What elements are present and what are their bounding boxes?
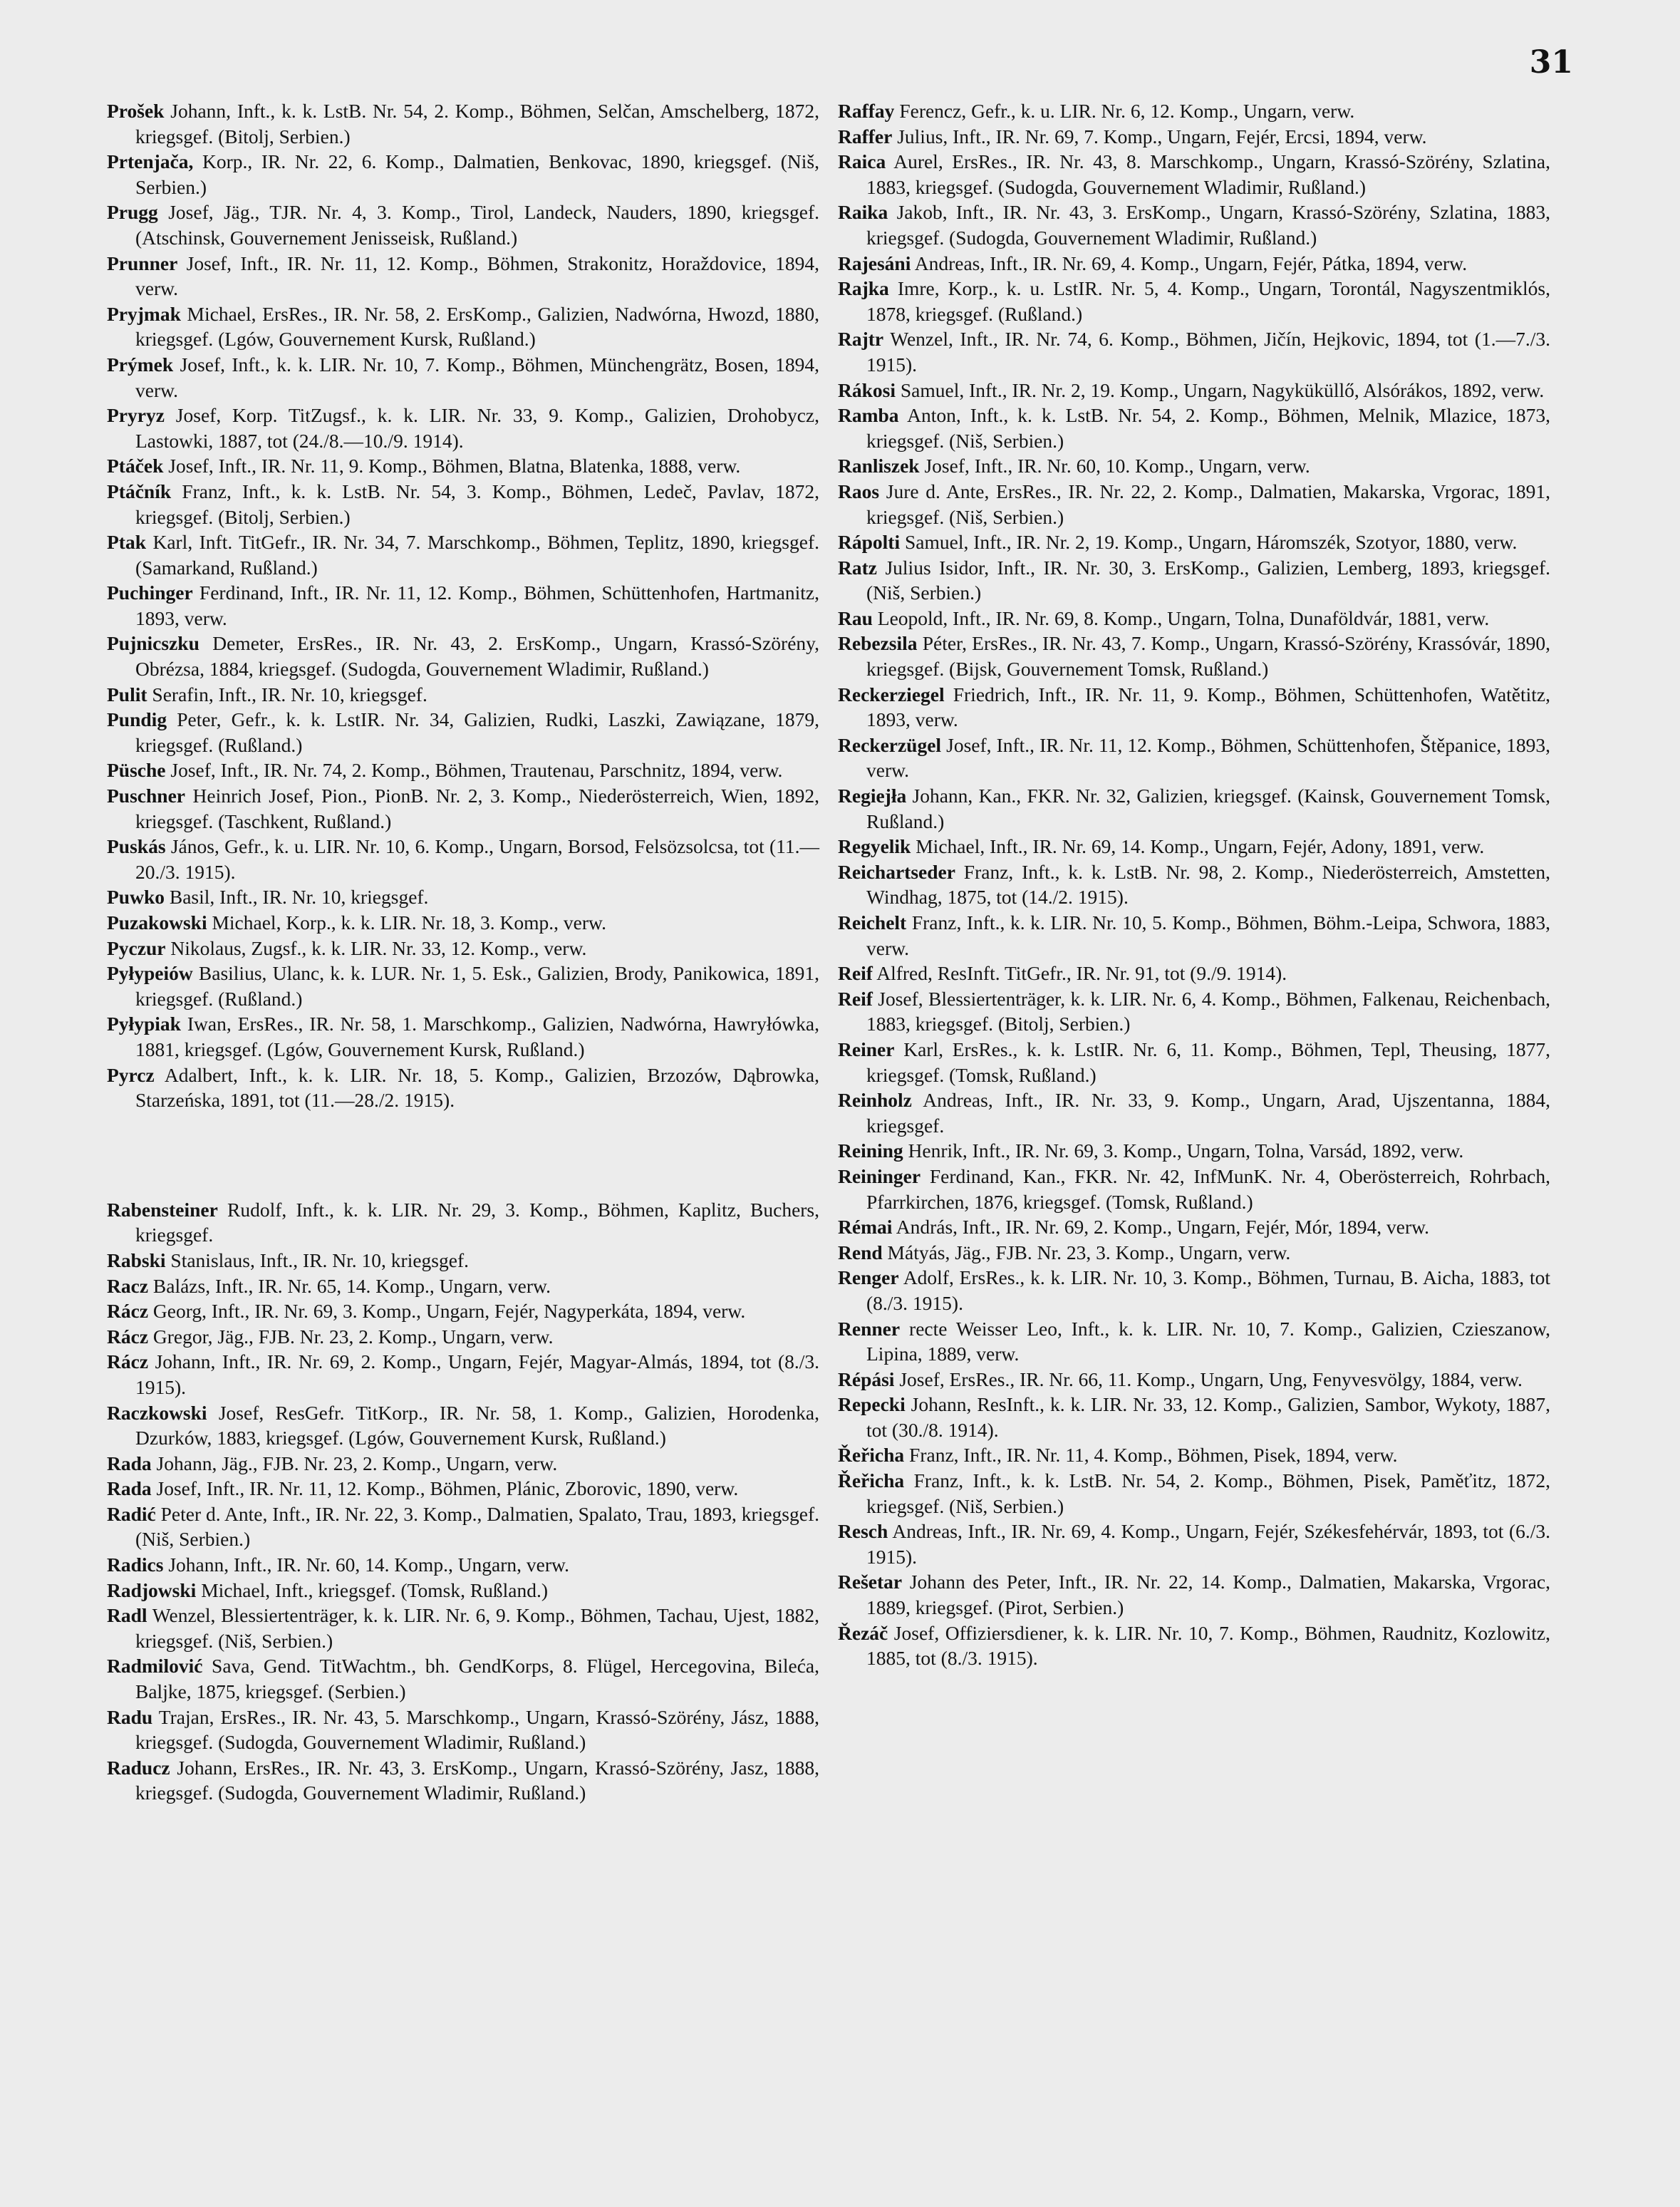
register-entry bbox=[838, 1442, 1550, 1468]
entry-surname: Rešetar bbox=[838, 1571, 903, 1593]
entry-details: Johann, ErsRes., IR. Nr. 43, 3. ErsKomp., Ungarn, Krassó-Szörény, Jasz, 1888, kriegsgef. (Sudogda, Gouvernement Wladimir, Rußland.) bbox=[135, 1756, 820, 1804]
entry-surname: Rácz bbox=[107, 1350, 149, 1373]
entry-details: Johann, Inft., IR. Nr. 60, 14. Komp., Ungarn, verw. bbox=[168, 1554, 569, 1576]
register-entry bbox=[838, 200, 1550, 250]
register-entry bbox=[838, 986, 1550, 1037]
entry-details: Samuel, Inft., IR. Nr. 2, 19. Komp., Ungarn, Nagyküküllő, Alsórákos, 1892, verw. bbox=[900, 378, 1545, 401]
entry-surname: Puschner bbox=[107, 785, 185, 807]
entry-surname: Raos bbox=[838, 480, 880, 502]
entry-details: Josef, Inft., IR. Nr. 11, 9. Komp., Böhmen, Blatna, Blatenka, 1888, verw. bbox=[168, 455, 741, 477]
entry-details: Karl, ErsRes., k. k. LstIR. Nr. 6, 11. Komp., Böhmen, Tepl, Theusing, 1877, kriegsgef. (Tomsk, Rußland.) bbox=[866, 1038, 1551, 1086]
entry-details: Josef, Inft., IR. Nr. 60, 10. Komp., Ungarn, verw. bbox=[924, 455, 1310, 477]
register-entry bbox=[107, 1755, 819, 1806]
right-column bbox=[838, 98, 1550, 1671]
entry-details: Sava, Gend. TitWachtm., bh. GendKorps, 8. Flügel, Hercegovina, Bileća, Baljke, 1875, kriegsgef. (Serbien.) bbox=[135, 1655, 819, 1703]
entry-details: Adolf, ErsRes., k. k. LIR. Nr. 10, 3. Komp., Böhmen, Turnau, B. Aicha, 1883, tot (8./3. 1915). bbox=[866, 1266, 1550, 1314]
entry-details: Julius, Inft., IR. Nr. 69, 7. Komp., Ungarn, Fejér, Ercsi, 1894, verw. bbox=[897, 125, 1427, 148]
register-entry bbox=[838, 1468, 1550, 1519]
entry-details: Balázs, Inft., IR. Nr. 65, 14. Komp., Ungarn, verw. bbox=[152, 1274, 551, 1297]
page-number: 31 bbox=[1529, 44, 1573, 81]
register-entry bbox=[838, 479, 1550, 529]
register-entry bbox=[107, 884, 819, 910]
entry-surname: Pryjmak bbox=[107, 302, 181, 325]
entry-details: Franz, Inft., k. k. LstB. Nr. 98, 2. Komp., Niederösterreich, Amstetten, Windhag, 1875, tot (14./2. 1915). bbox=[866, 860, 1551, 909]
entry-details: Mátyás, Jäg., FJB. Nr. 23, 3. Komp., Ungarn, verw. bbox=[887, 1241, 1291, 1263]
register-entry bbox=[107, 301, 819, 352]
entry-details: Rudolf, Inft., k. k. LIR. Nr. 29, 3. Komp., Böhmen, Kaplitz, Buchers, kriegsgef. bbox=[135, 1198, 820, 1246]
register-entry bbox=[107, 1197, 819, 1248]
entry-surname: Ranliszek bbox=[838, 455, 920, 477]
entry-surname: Řeřicha bbox=[838, 1469, 905, 1492]
entry-surname: Regyelik bbox=[838, 835, 911, 858]
register-entry bbox=[107, 453, 819, 479]
entry-details: Franz, Inft., k. k. LstB. Nr. 54, 2. Komp., Böhmen, Pisek, Paměťitz, 1872, kriegsgef. (Niš, Serbien.) bbox=[866, 1469, 1551, 1517]
register-entry bbox=[107, 1273, 819, 1299]
register-entry bbox=[107, 1298, 819, 1324]
entry-details: Josef, Blessiertenträger, k. k. LIR. Nr. 6, 4. Komp., Böhmen, Falkenau, Reichenbach, 1883, kriegsgef. (Bitolj, Serbien.) bbox=[866, 987, 1550, 1035]
entry-surname: Puchinger bbox=[107, 582, 193, 604]
register-entry bbox=[107, 1578, 819, 1603]
entry-details: Georg, Inft., IR. Nr. 69, 3. Komp., Ungarn, Fejér, Nagyperkáta, 1894, verw. bbox=[152, 1300, 746, 1323]
left-column bbox=[107, 98, 819, 1806]
entry-details: Josef, Inft., IR. Nr. 74, 2. Komp., Böhmen, Trautenau, Parschnitz, 1894, verw. bbox=[170, 759, 783, 782]
entry-details: Serafin, Inft., IR. Nr. 10, kriegsgef. bbox=[152, 683, 427, 705]
entry-surname: Ptáček bbox=[107, 455, 164, 477]
entry-surname: Prugg bbox=[107, 201, 158, 224]
entry-surname: Racz bbox=[107, 1274, 149, 1297]
register-entry bbox=[838, 124, 1550, 150]
register-entry bbox=[838, 606, 1550, 631]
entry-details: Andreas, Inft., IR. Nr. 69, 4. Komp., Ungarn, Fejér, Székesfehérvár, 1893, tot (6./3. 1915). bbox=[866, 1520, 1550, 1568]
register-entry bbox=[107, 631, 819, 681]
entry-details: Michael, Inft., kriegsgef. (Tomsk, Rußland.) bbox=[201, 1578, 549, 1601]
register-entry bbox=[107, 403, 819, 453]
entry-details: Josef, Inft., IR. Nr. 11, 12. Komp., Böhmen, Schüttenhofen, Štěpanice, 1893, verw. bbox=[866, 733, 1551, 782]
register-entry bbox=[838, 1164, 1550, 1214]
section-gap bbox=[107, 1113, 819, 1197]
entry-details: Michael, Korp., k. k. LIR. Nr. 18, 3. Komp., verw. bbox=[212, 911, 606, 934]
register-entry bbox=[107, 682, 819, 708]
entry-surname: Rau bbox=[838, 606, 873, 629]
entry-surname: Raika bbox=[838, 201, 888, 224]
entry-details: Ferdinand, Kan., FKR. Nr. 42, InfMunK. Nr. 4, Oberösterreich, Rohrbach, Pfarrkirchen, 1876, kriegsgef. (Tomsk, Rußland.) bbox=[866, 1164, 1550, 1213]
entry-details: Julius Isidor, Inft., IR. Nr. 30, 3. ErsKomp., Galizien, Lemberg, 1893, kriegsgef. (Niš, Serbien.) bbox=[866, 556, 1550, 604]
register-entry bbox=[838, 1316, 1550, 1367]
entry-surname: Pulit bbox=[107, 683, 147, 705]
entry-surname: Reichelt bbox=[838, 911, 907, 934]
entry-surname: Pyłypiak bbox=[107, 1013, 181, 1035]
entry-details: Johann, Inft., IR. Nr. 69, 2. Komp., Ungarn, Fejér, Magyar-Almás, 1894, tot (8./3. 1915). bbox=[135, 1350, 819, 1398]
entry-surname: Reckerziegel bbox=[838, 683, 945, 705]
entry-details: Franz, Inft., k. k. LIR. Nr. 10, 5. Komp., Böhmen, Böhm.-Leipa, Schwora, 1883, verw. bbox=[866, 911, 1551, 959]
entry-details: Peter, Gefr., k. k. LstIR. Nr. 34, Galizien, Rudki, Laszki, Zawiązane, 1879, kriegsgef. (Rußland.) bbox=[135, 708, 820, 756]
entry-details: Adalbert, Inft., k. k. LIR. Nr. 18, 5. Komp., Galizien, Brzozów, Dąbrowka, Starzeńska, 1891, tot (11.—28./2. 1915). bbox=[135, 1063, 819, 1112]
entry-details: Stanislaus, Inft., IR. Nr. 10, kriegsgef. bbox=[170, 1249, 469, 1271]
register-entry bbox=[838, 326, 1550, 377]
entry-details: Karl, Inft. TitGefr., IR. Nr. 34, 7. Marschkomp., Böhmen, Teplitz, 1890, kriegsgef. (Samarkand, Rußland.) bbox=[135, 531, 819, 579]
entry-surname: Puskás bbox=[107, 835, 166, 858]
entry-surname: Rákosi bbox=[838, 378, 896, 401]
entry-surname: Raczkowski bbox=[107, 1401, 207, 1424]
entry-details: Anton, Inft., k. k. LstB. Nr. 54, 2. Komp., Böhmen, Melnik, Mlazice, 1873, kriegsgef. (Niš, Serbien.) bbox=[866, 404, 1551, 452]
entry-surname: Pyrcz bbox=[107, 1063, 155, 1086]
register-entry bbox=[838, 1519, 1550, 1569]
entry-surname: Reif bbox=[838, 987, 873, 1010]
entry-surname: Radu bbox=[107, 1705, 153, 1728]
entry-details: Ferdinand, Inft., IR. Nr. 11, 12. Komp., Böhmen, Schüttenhofen, Hartmanitz, 1893, verw. bbox=[135, 582, 819, 629]
entry-surname: Rend bbox=[838, 1241, 883, 1263]
entry-surname: Rácz bbox=[107, 1325, 149, 1348]
entry-details: Nikolaus, Zugsf., k. k. LIR. Nr. 33, 12. Komp., verw. bbox=[170, 936, 587, 959]
entry-details: Peter d. Ante, Inft., IR. Nr. 22, 3. Komp., Dalmatien, Spalato, Trau, 1893, kriegsgef. (Niš, Serbien.) bbox=[135, 1502, 819, 1551]
register-entry bbox=[107, 98, 819, 149]
register-entry bbox=[838, 1392, 1550, 1442]
entry-surname: Rebezsila bbox=[838, 632, 918, 655]
entry-surname: Renner bbox=[838, 1317, 901, 1340]
register-entry bbox=[838, 1367, 1550, 1392]
register-entry bbox=[838, 733, 1550, 783]
entry-surname: Renger bbox=[838, 1266, 899, 1289]
entry-surname: Rabski bbox=[107, 1249, 166, 1271]
entry-details: Josef, ErsRes., IR. Nr. 66, 11. Komp., Ungarn, Ung, Fenyvesvölgy, 1884, verw. bbox=[899, 1368, 1523, 1390]
entry-surname: Pyczur bbox=[107, 936, 166, 959]
entry-details: Samuel, Inft., IR. Nr. 2, 19. Komp., Ungarn, Háromszék, Szotyor, 1880, verw. bbox=[904, 531, 1518, 554]
entry-details: Josef, Inft., IR. Nr. 11, 12. Komp., Böhmen, Strakonitz, Horaždovice, 1894, verw. bbox=[135, 252, 819, 300]
entry-surname: Pryryz bbox=[107, 404, 165, 427]
register-entry bbox=[838, 1240, 1550, 1266]
register-entry bbox=[107, 1011, 819, 1062]
entry-details: Imre, Korp., k. u. LstIR. Nr. 5, 4. Komp., Ungarn, Torontál, Nagyszentmiklós, 1878, kriegsgef. (Rußland.) bbox=[866, 277, 1551, 325]
entry-details: Basil, Inft., IR. Nr. 10, kriegsgef. bbox=[169, 886, 429, 909]
entry-surname: Reichartseder bbox=[838, 860, 955, 883]
register-entry bbox=[107, 1063, 819, 1113]
entry-details: Heinrich Josef, Pion., PionB. Nr. 2, 3. Komp., Niederösterreich, Wien, 1892, kriegsgef. (Taschkent, Rußland.) bbox=[135, 785, 819, 832]
entry-details: recte Weisser Leo, Inft., k. k. LIR. Nr. 10, 7. Komp., Galizien, Czieszanow, Lipina, 1889, verw. bbox=[866, 1317, 1551, 1365]
entry-surname: Raffay bbox=[838, 100, 895, 122]
entry-surname: Raducz bbox=[107, 1756, 170, 1779]
entry-details: Franz, Inft., IR. Nr. 11, 4. Komp., Böhmen, Pisek, 1894, verw. bbox=[909, 1444, 1398, 1467]
entry-details: Demeter, ErsRes., IR. Nr. 43, 2. ErsKomp., Ungarn, Krassó-Szörény, Obrézsa, 1884, kriegsgef. (Sudogda, Gouvernement Wladimir, Rußland.) bbox=[135, 632, 820, 681]
entry-details: Henrik, Inft., IR. Nr. 69, 3. Komp., Ungarn, Tolna, Varsád, 1892, verw. bbox=[908, 1139, 1464, 1162]
entry-surname: Puwko bbox=[107, 886, 165, 909]
entry-details: Josef, Inft., k. k. LIR. Nr. 10, 7. Komp., Böhmen, Münchengrätz, Bosen, 1894, verw. bbox=[135, 353, 819, 401]
entry-details: Wenzel, Inft., IR. Nr. 74, 6. Komp., Böhmen, Jičín, Hejkovic, 1894, tot (1.—7./3. 1915). bbox=[866, 328, 1550, 376]
register-entry bbox=[107, 1248, 819, 1273]
entry-details: Franz, Inft., k. k. LstB. Nr. 54, 3. Komp., Böhmen, Ledeč, Pavlav, 1872, kriegsgef. (Bitolj, Serbien.) bbox=[135, 480, 820, 528]
entry-surname: Radić bbox=[107, 1502, 156, 1525]
register-entry bbox=[838, 1265, 1550, 1316]
entry-details: Josef, Offiziersdiener, k. k. LIR. Nr. 10, 7. Komp., Böhmen, Raudnitz, Kozlowitz, 1885, tot (8./3. 1915). bbox=[866, 1621, 1550, 1670]
register-entry bbox=[838, 251, 1550, 276]
entry-surname: Reif bbox=[838, 962, 873, 985]
entry-surname: Repecki bbox=[838, 1393, 906, 1416]
register-entry bbox=[838, 859, 1550, 910]
register-entry bbox=[107, 1400, 819, 1451]
register-entry bbox=[107, 200, 819, 250]
register-entry bbox=[838, 378, 1550, 403]
entry-surname: Řeřicha bbox=[838, 1444, 905, 1467]
entry-details: Gregor, Jäg., FJB. Nr. 23, 2. Komp., Ungarn, verw. bbox=[152, 1325, 554, 1348]
entry-surname: Puzakowski bbox=[107, 911, 207, 934]
entry-surname: Resch bbox=[838, 1520, 888, 1543]
register-entry bbox=[107, 251, 819, 301]
entry-surname: Raica bbox=[838, 150, 886, 173]
entry-surname: Rajesáni bbox=[838, 252, 911, 274]
entry-details: Johann des Peter, Inft., IR. Nr. 22, 14. Komp., Dalmatien, Makarska, Vrgorac, 1889, kriegsgef. (Pirot, Serbien.) bbox=[866, 1571, 1550, 1619]
register-entry bbox=[838, 98, 1550, 124]
register-entry bbox=[838, 529, 1550, 555]
entry-surname: Reining bbox=[838, 1139, 903, 1162]
entry-surname: Prýmek bbox=[107, 353, 174, 376]
entry-surname: Reckerzügel bbox=[838, 733, 942, 756]
register-entry bbox=[838, 1569, 1550, 1620]
register-entry bbox=[838, 910, 1550, 961]
entry-details: Johann, Jäg., FJB. Nr. 23, 2. Komp., Ungarn, verw. bbox=[156, 1452, 558, 1474]
entry-surname: Pyłypeiów bbox=[107, 962, 193, 985]
entry-surname: Radl bbox=[107, 1604, 147, 1627]
entry-details: János, Gefr., k. u. LIR. Nr. 10, 6. Komp., Ungarn, Borsod, Felsözsolcsa, tot (11.—20./3. 1915). bbox=[135, 835, 820, 883]
register-entry bbox=[107, 1349, 819, 1400]
register-entry bbox=[107, 758, 819, 783]
register-entry bbox=[838, 1138, 1550, 1164]
register-entry bbox=[838, 682, 1550, 733]
entry-surname: Ptáčník bbox=[107, 480, 172, 502]
register-entry bbox=[838, 453, 1550, 479]
register-entry bbox=[838, 834, 1550, 859]
register-entry bbox=[107, 910, 819, 936]
register-entry bbox=[107, 529, 819, 580]
register-entry bbox=[838, 783, 1550, 834]
entry-surname: Reininger bbox=[838, 1164, 921, 1187]
entry-details: Johann, Kan., FKR. Nr. 32, Galizien, kriegsgef. (Kainsk, Gouvernement Tomsk, Rußland.) bbox=[866, 785, 1550, 832]
entry-surname: Ramba bbox=[838, 404, 899, 427]
entry-surname: Reinholz bbox=[838, 1089, 912, 1112]
entry-surname: Répási bbox=[838, 1368, 895, 1390]
register-entry bbox=[107, 1603, 819, 1653]
register-entry bbox=[107, 352, 819, 403]
entry-details: Korp., IR. Nr. 22, 6. Komp., Dalmatien, Benkovac, 1890, kriegsgef. (Niš, Serbien.) bbox=[135, 150, 819, 198]
entry-details: Péter, ErsRes., IR. Nr. 43, 7. Komp., Ungarn, Krassó-Szörény, Krassóvár, 1890, kriegsgef. (Bijsk, Gouvernement Tomsk, Rußland.) bbox=[866, 632, 1550, 681]
entry-surname: Radmilović bbox=[107, 1655, 203, 1678]
entry-surname: Prošek bbox=[107, 100, 165, 122]
entry-surname: Raffer bbox=[838, 125, 893, 148]
register-entry bbox=[838, 631, 1550, 681]
register-entry bbox=[838, 1037, 1550, 1087]
entry-surname: Ptak bbox=[107, 531, 146, 554]
entry-surname: Prunner bbox=[107, 252, 178, 274]
entry-details: Andreas, Inft., IR. Nr. 69, 4. Komp., Ungarn, Fejér, Pátka, 1894, verw. bbox=[914, 252, 1468, 274]
entry-details: Johann, ResInft., k. k. LIR. Nr. 33, 12. Komp., Galizien, Sambor, Wykoty, 1887, tot (30./8. 1914). bbox=[866, 1393, 1550, 1441]
entry-details: Andreas, Inft., IR. Nr. 33, 9. Komp., Ungarn, Arad, Ujszentanna, 1884, kriegsgef. bbox=[866, 1089, 1550, 1137]
entry-details: Michael, ErsRes., IR. Nr. 58, 2. ErsKomp., Galizien, Nadwórna, Hwozd, 1880, kriegsgef. (Lgów, Gouvernement Kursk, Rußland.) bbox=[135, 302, 820, 351]
entry-details: Josef, ResGefr. TitKorp., IR. Nr. 58, 1. Komp., Galizien, Horodenka, Dzurków, 1883, kriegsgef. (Lgów, Gouvernement Kursk, Rußland.) bbox=[135, 1401, 820, 1449]
entry-surname: Prtenjača, bbox=[107, 150, 194, 173]
entry-surname: Regiejła bbox=[838, 785, 907, 807]
entry-details: Ferencz, Gefr., k. u. LIR. Nr. 6, 12. Komp., Ungarn, verw. bbox=[899, 100, 1355, 122]
entry-surname: Rabensteiner bbox=[107, 1198, 218, 1221]
register-entry bbox=[107, 834, 819, 884]
entry-details: Johann, Inft., k. k. LstB. Nr. 54, 2. Komp., Böhmen, Selčan, Amschelberg, 1872, kriegsgef. (Bitolj, Serbien.) bbox=[135, 100, 819, 148]
entry-surname: Pundig bbox=[107, 708, 167, 731]
entry-details: Aurel, ErsRes., IR. Nr. 43, 8. Marschkomp., Ungarn, Krassó-Szörény, Szlatina, 1883, kriegsgef. (Sudogda, Gouvernement Wladimir, Rußland.) bbox=[866, 150, 1550, 198]
entry-surname: Rácz bbox=[107, 1300, 149, 1323]
entry-details: Leopold, Inft., IR. Nr. 69, 8. Komp., Ungarn, Tolna, Dunaföldvár, 1881, verw. bbox=[877, 606, 1490, 629]
entry-surname: Radjowski bbox=[107, 1578, 197, 1601]
entry-surname: Rajka bbox=[838, 277, 889, 300]
register-entry bbox=[107, 936, 819, 961]
entry-details: Alfred, ResInft. TitGefr., IR. Nr. 91, tot (9./9. 1914). bbox=[876, 962, 1287, 985]
register-entry bbox=[107, 961, 819, 1011]
entry-details: Josef, Inft., IR. Nr. 11, 12. Komp., Böhmen, Plánic, Zborovic, 1890, verw. bbox=[156, 1477, 739, 1500]
entry-details: Jakob, Inft., IR. Nr. 43, 3. ErsKomp., Ungarn, Krassó-Szörény, Szlatina, 1883, kriegsgef. (Sudogda, Gouvernement Wladimir, Rußland.) bbox=[866, 201, 1550, 249]
register-entry bbox=[107, 1552, 819, 1578]
entry-details: Josef, Jäg., TJR. Nr. 4, 3. Komp., Tirol, Landeck, Nauders, 1890, kriegsgef. (Atschinsk, Gouvernement Jenisseisk, Rußland.) bbox=[135, 201, 820, 249]
register-entry bbox=[838, 1621, 1550, 1671]
entry-surname: Ratz bbox=[838, 556, 877, 579]
entry-surname: Radics bbox=[107, 1554, 164, 1576]
register-entry bbox=[838, 1214, 1550, 1240]
entry-surname: Pujnicszku bbox=[107, 632, 199, 655]
register-entry bbox=[107, 1653, 819, 1704]
register-entry bbox=[107, 1451, 819, 1477]
entry-surname: Rápolti bbox=[838, 531, 901, 554]
register-entry bbox=[838, 961, 1550, 986]
entry-details: Trajan, ErsRes., IR. Nr. 43, 5. Marschkomp., Ungarn, Krassó-Szörény, Jász, 1888, kriegsgef. (Sudogda, Gouvernement Wladimir, Rußland.) bbox=[135, 1705, 819, 1754]
entry-details: Jure d. Ante, ErsRes., IR. Nr. 22, 2. Komp., Dalmatien, Makarska, Vrgorac, 1891, kriegsgef. (Niš, Serbien.) bbox=[866, 480, 1550, 528]
register-entry bbox=[838, 149, 1550, 200]
register-entry bbox=[838, 1087, 1550, 1138]
register-entry bbox=[107, 707, 819, 758]
register-entry bbox=[107, 149, 819, 200]
entry-details: Friedrich, Inft., IR. Nr. 11, 9. Komp., Böhmen, Schüttenhofen, Watětitz, 1893, verw. bbox=[866, 683, 1550, 731]
entry-surname: Rada bbox=[107, 1477, 152, 1500]
entry-details: Michael, Inft., IR. Nr. 69, 14. Komp., Ungarn, Fejér, Adony, 1891, verw. bbox=[916, 835, 1485, 858]
entry-surname: Reiner bbox=[838, 1038, 895, 1060]
entry-details: Iwan, ErsRes., IR. Nr. 58, 1. Marschkomp., Galizien, Nadwórna, Hawryłówka, 1881, kriegsgef. (Lgów, Gouvernement Kursk, Rußland.) bbox=[135, 1013, 819, 1060]
entry-surname: Rada bbox=[107, 1452, 152, 1474]
register-entry bbox=[838, 276, 1550, 326]
register-entry bbox=[107, 479, 819, 529]
entry-details: András, Inft., IR. Nr. 69, 2. Komp., Ungarn, Fejér, Mór, 1894, verw. bbox=[896, 1216, 1430, 1239]
register-entry bbox=[107, 580, 819, 631]
entry-details: Basilius, Ulanc, k. k. LUR. Nr. 1, 5. Esk., Galizien, Brody, Panikowica, 1891, kriegsgef. (Rußland.) bbox=[135, 962, 819, 1010]
register-entry bbox=[107, 1502, 819, 1552]
register-entry bbox=[838, 555, 1550, 606]
entry-details: Josef, Korp. TitZugsf., k. k. LIR. Nr. 33, 9. Komp., Galizien, Drohobycz, Lastowki, 1887, tot (24./8.—10./9. 1914). bbox=[135, 404, 820, 452]
register-entry bbox=[107, 1476, 819, 1502]
entry-details: Wenzel, Blessiertenträger, k. k. LIR. Nr. 6, 9. Komp., Böhmen, Tachau, Ujest, 1882, kriegsgef. (Niš, Serbien.) bbox=[135, 1604, 819, 1652]
entry-surname: Řezáč bbox=[838, 1621, 888, 1644]
register-entry bbox=[107, 1705, 819, 1755]
entry-surname: Rajtr bbox=[838, 328, 884, 351]
register-entry bbox=[107, 1324, 819, 1350]
entry-surname: Püsche bbox=[107, 759, 166, 782]
register-entry bbox=[107, 783, 819, 834]
entry-surname: Rémai bbox=[838, 1216, 893, 1239]
register-entry bbox=[838, 403, 1550, 453]
